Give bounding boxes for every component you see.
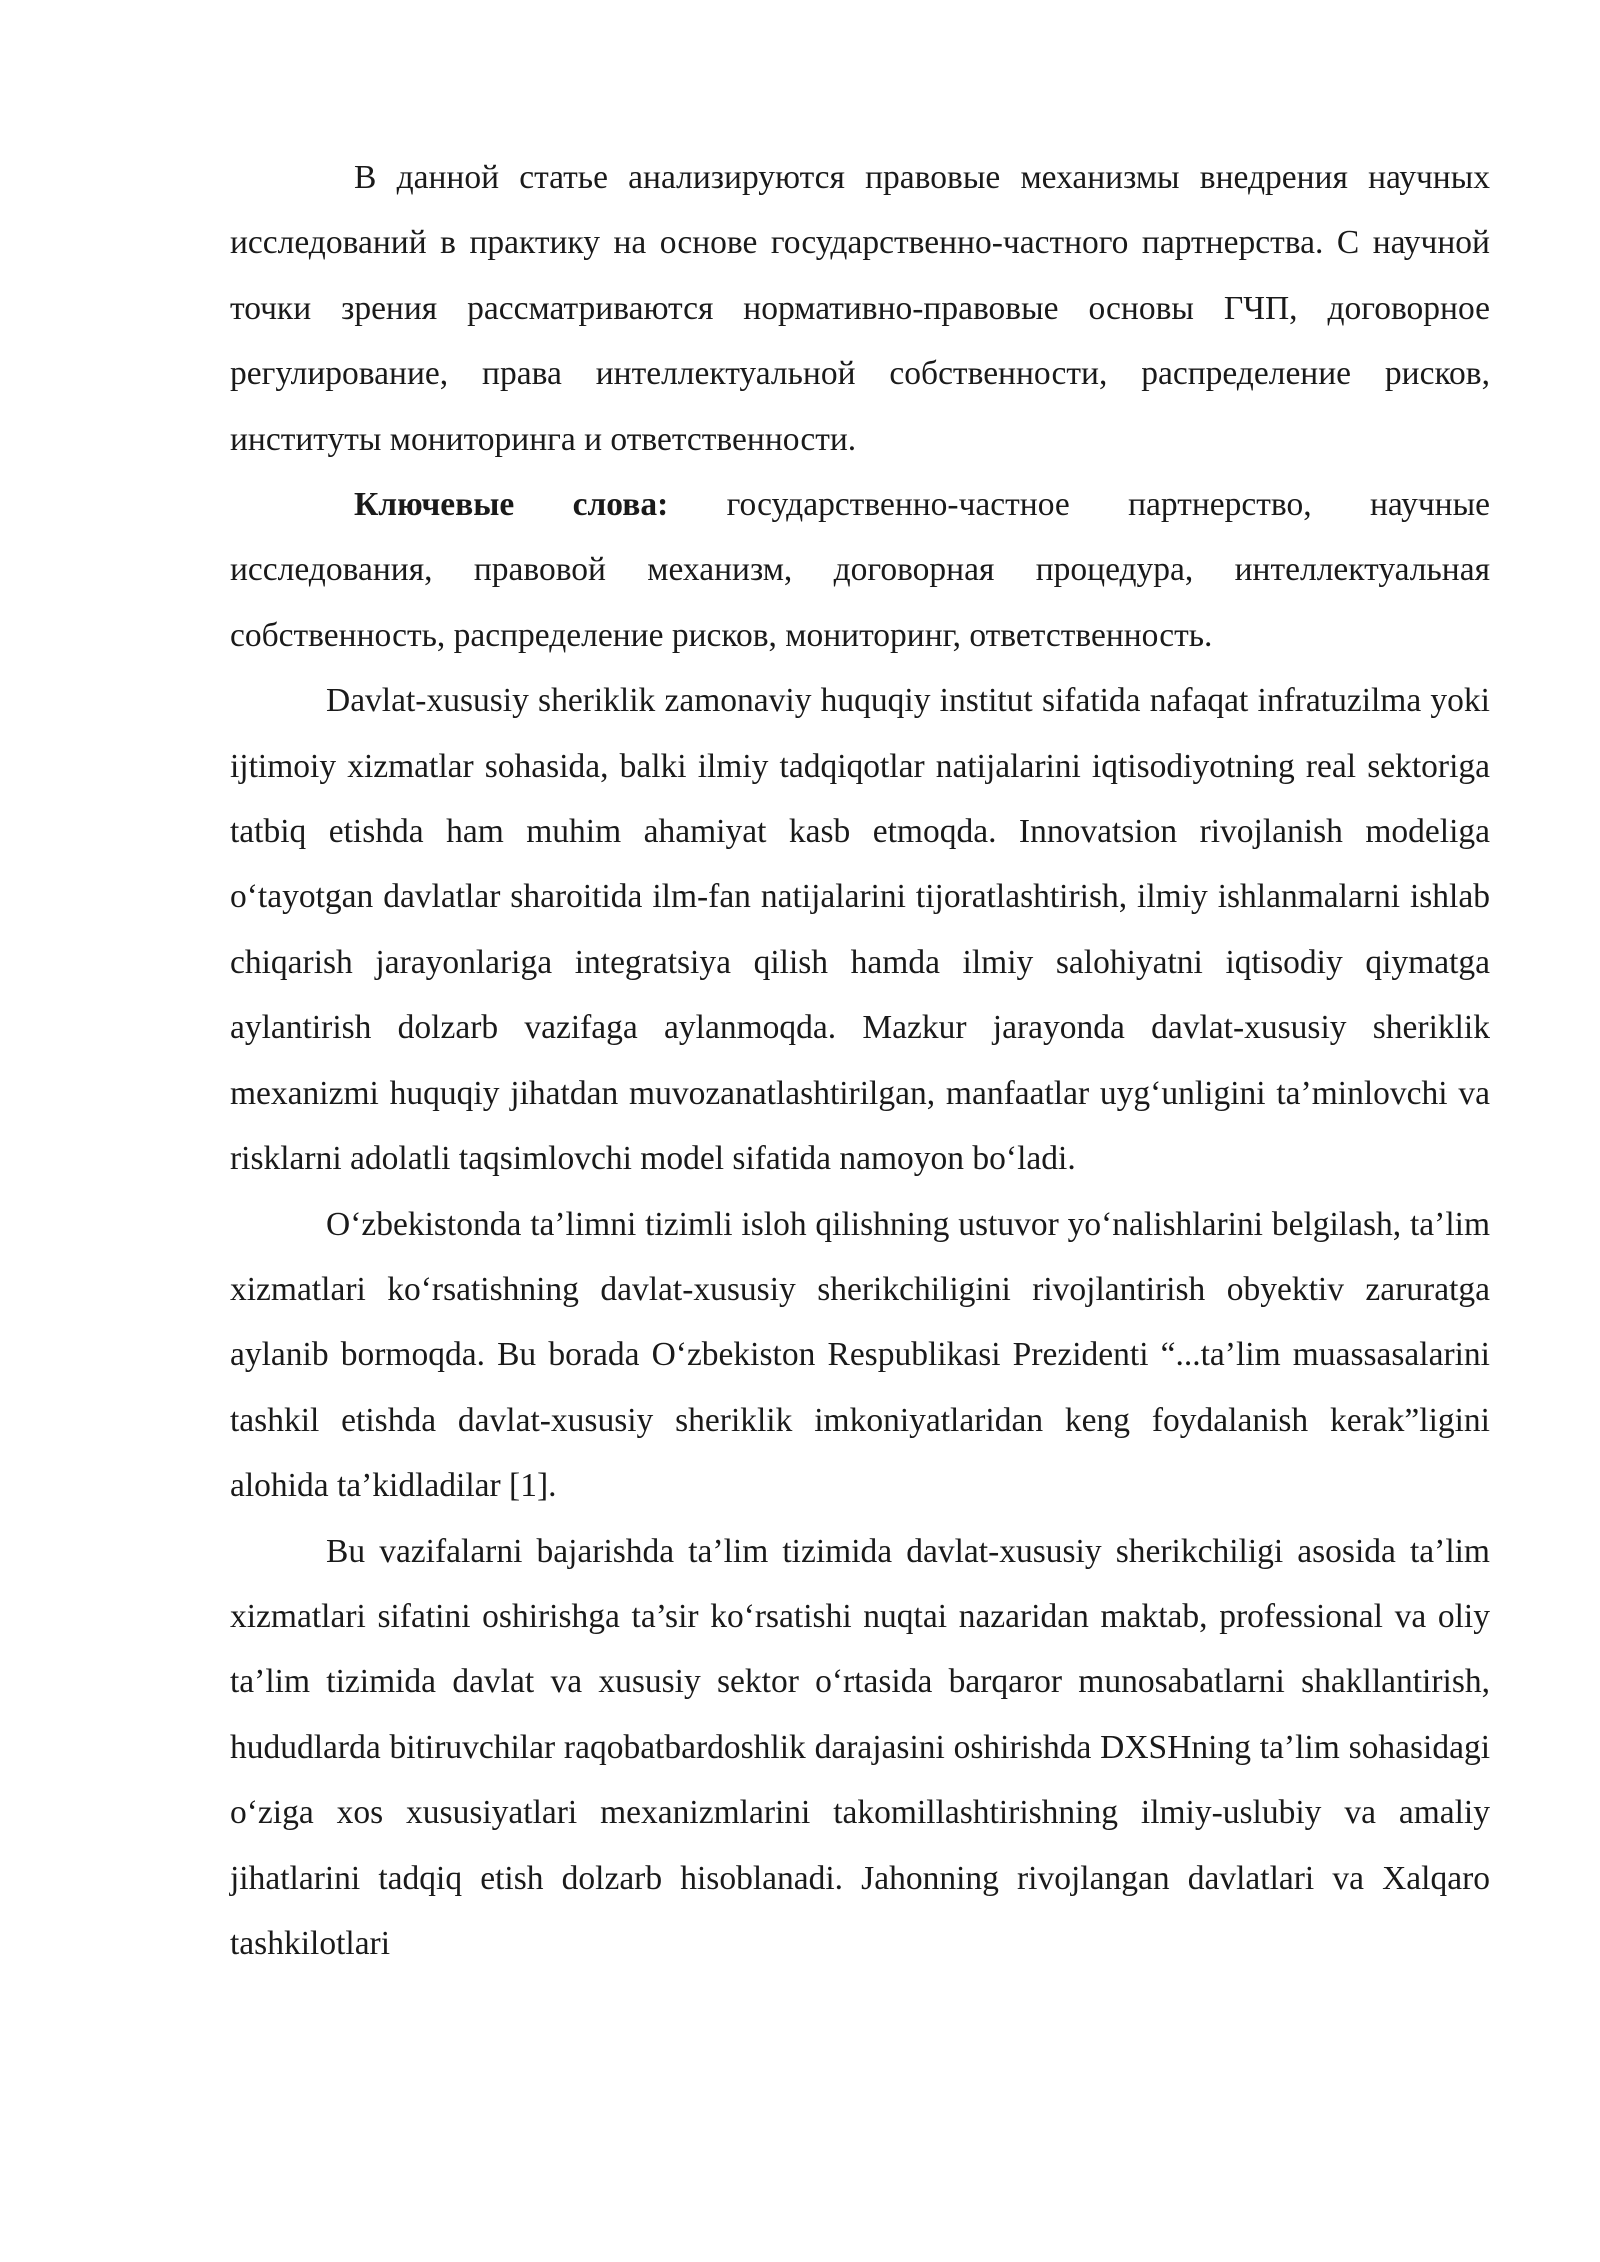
text-column	[230, 145, 1490, 1976]
keywords-label: Ключевые слова:	[354, 486, 669, 524]
body-paragraph: O‘zbekistonda ta’limni tizimli isloh qilishning ustuvor yo‘nalishlarini belgilash, ta’lim xizmatlari ko‘rsatishning davlat-xususiy sherikchiligini rivojlantirish obyektiv zaruratga aylanib bormoqda. Bu borada O‘zbekiston Respublikasi Prezidenti “...ta’lim muassasalarini tashkil etishda davlat-xususiy sheriklik imkoniyatlaridan keng foydalanish kerak”ligini alohida ta’kidladilar [1].	[230, 1205, 1490, 1505]
body-paragraph: Davlat-xususiy sheriklik zamonaviy huquqiy institut sifatida nafaqat infratuzilma yoki ijtimoiy xizmatlar sohasida, balki ilmiy tadqiqotlar natijalarini iqtisodiyotning real sektoriga tatbiq etishda ham muhim ahamiyat kasb etmoqda. Innovatsion rivojlanish modeliga o‘tayotgan davlatlar sharoitida ilm-fan natijalarini tijoratlashtirish, ilmiy ishlanmalarni ishlab chiqarish jarayonlariga integratsiya qilish hamda ilmiy salohiyatni iqtisodiy qiymatga aylantirish dolzarb vazifaga aylanmoqda. Mazkur jarayonda davlat-xususiy sheriklik mexanizmi huquqiy jihatdan muvozanatlashtirilgan, manfaatlar uyg‘unligini ta’minlovchi va risklarni adolatli taqsimlovchi model sifatida namoyon bo‘ladi.	[230, 682, 1490, 1178]
abstract-paragraph: В данной статье анализируются правовые механизмы внедрения научных исследований в практику на основе государственно-частного партнерства. С научной точки зрения рассматриваются нормативно-правовые основы ГЧП, договорное регулирование, права интеллектуальной собственности, распределение рисков, институты мониторинга и ответственности.	[230, 159, 1490, 458]
keywords-paragraph	[230, 472, 1490, 668]
body-paragraph: Bu vazifalarni bajarishda ta’lim tizimida davlat-xususiy sherikchiligi asosida ta’lim xizmatlari sifatini oshirishga ta’sir ko‘rsatishi nuqtai nazaridan maktab, professional va oliy ta’lim tizimida davlat va xususiy sektor o‘rtasida barqaror munosabatlarni shakllantirish, hududlarda bitiruvchilar raqobatbardoshlik darajasini oshirishda DXSHning ta’lim sohasidagi o‘ziga xos xususiyatlari mexanizmlarini takomillashtirishning ilmiy-uslubiy va amaliy jihatlarini tadqiq etish dolzarb hisoblanadi. Jahonning rivojlangan davlatlari va Xalqaro tashkilotlari	[230, 1532, 1490, 1962]
keywords-text: государственно-частное партнерство, научные исследования, правовой механизм, договорная процедура, интеллектуальная собственность, распределение рисков, мониторинг, ответственность.	[230, 486, 1490, 654]
